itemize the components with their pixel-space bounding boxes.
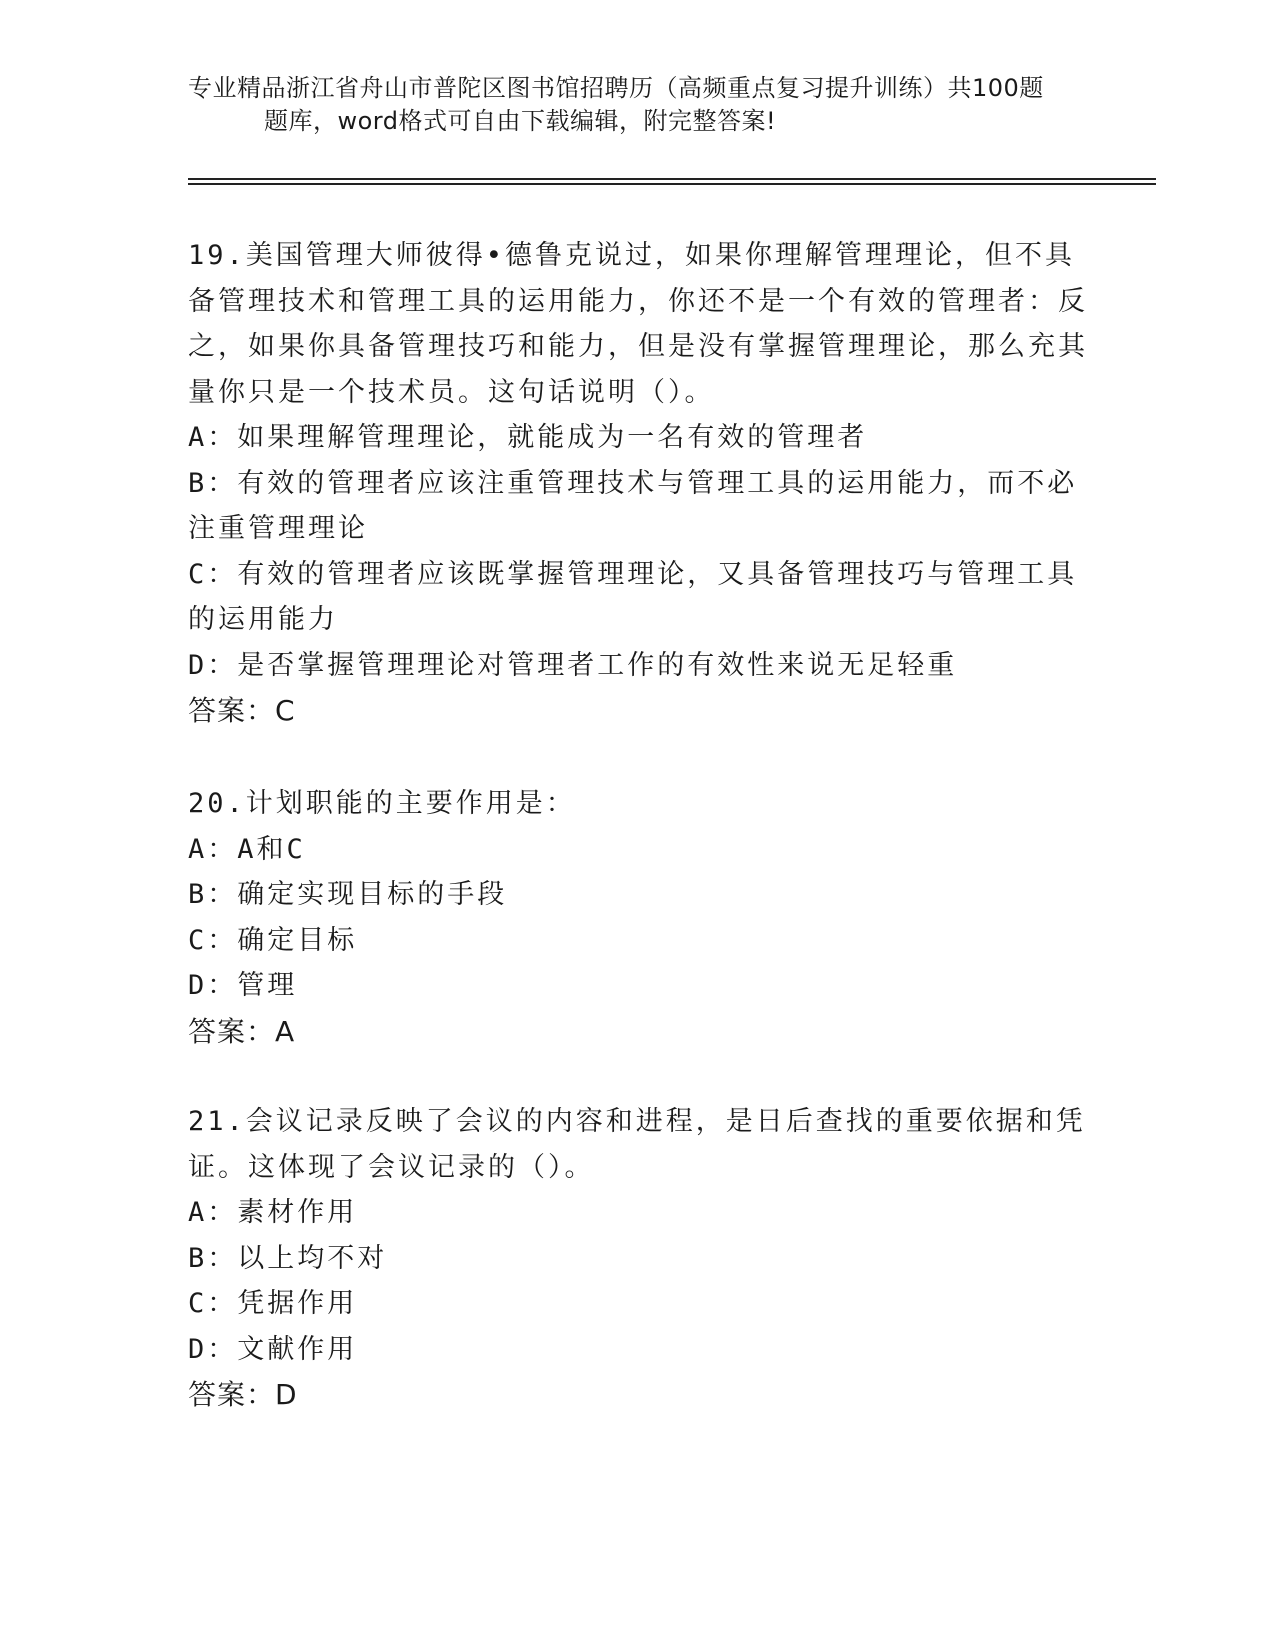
question-19 — [188, 233, 1088, 734]
answer: 答案：D — [188, 1378, 298, 1411]
option-d: D：文献作用 — [188, 1333, 358, 1365]
header-divider-bottom — [188, 183, 1156, 185]
option-d: D：管理 — [188, 970, 298, 1001]
option-a: A：素材作用 — [188, 1197, 358, 1228]
option-c: C：凭据作用 — [188, 1288, 358, 1319]
answer: 答案：C — [188, 694, 296, 727]
option-b: B：有效的管理者应该注重管理技术与管理工具的运用能力，而不必注重管理理论 — [188, 467, 1078, 544]
option-a: A：A和C — [188, 833, 306, 865]
question-stem: 20.计划职能的主要作用是： — [188, 788, 576, 819]
answer: 答案：A — [188, 1014, 296, 1048]
question-20 — [188, 781, 1088, 1055]
header-divider-top — [188, 178, 1156, 180]
option-b: B：以上均不对 — [188, 1242, 388, 1274]
option-a: A：如果理解管理理论，就能成为一名有效的管理者 — [188, 422, 868, 453]
question-21 — [188, 1099, 1088, 1418]
option-b: B：确定实现目标的手段 — [188, 879, 508, 910]
header-title-line2: 题库，word格式可自由下载编辑，附完整答案! — [264, 107, 777, 135]
question-stem: 21.会议记录反映了会议的内容和进程，是日后查找的重要依据和凭证。这体现了会议记录的（）。 — [188, 1106, 1086, 1183]
option-c: C：有效的管理者应该既掌握管理理论，又具备管理技巧与管理工具的运用能力 — [188, 558, 1078, 635]
question-stem: 19.美国管理大师彼得•德鲁克说过，如果你理解管理理论，但不具备管理技术和管理工具的运用能力，你还不是一个有效的管理者：反之，如果你具备管理技巧和能力，但是没有掌握管理理论，那么充其量你只是一个技术员。这句话说明（）。 — [188, 240, 1088, 408]
option-c: C：确定目标 — [188, 924, 358, 956]
option-d: D：是否掌握管理理论对管理者工作的有效性来说无足轻重 — [188, 649, 958, 681]
header-title-line1: 专业精品浙江省舟山市普陀区图书馆招聘历（高频重点复习提升训练）共100题 — [188, 74, 1044, 102]
document-header — [188, 72, 1088, 138]
